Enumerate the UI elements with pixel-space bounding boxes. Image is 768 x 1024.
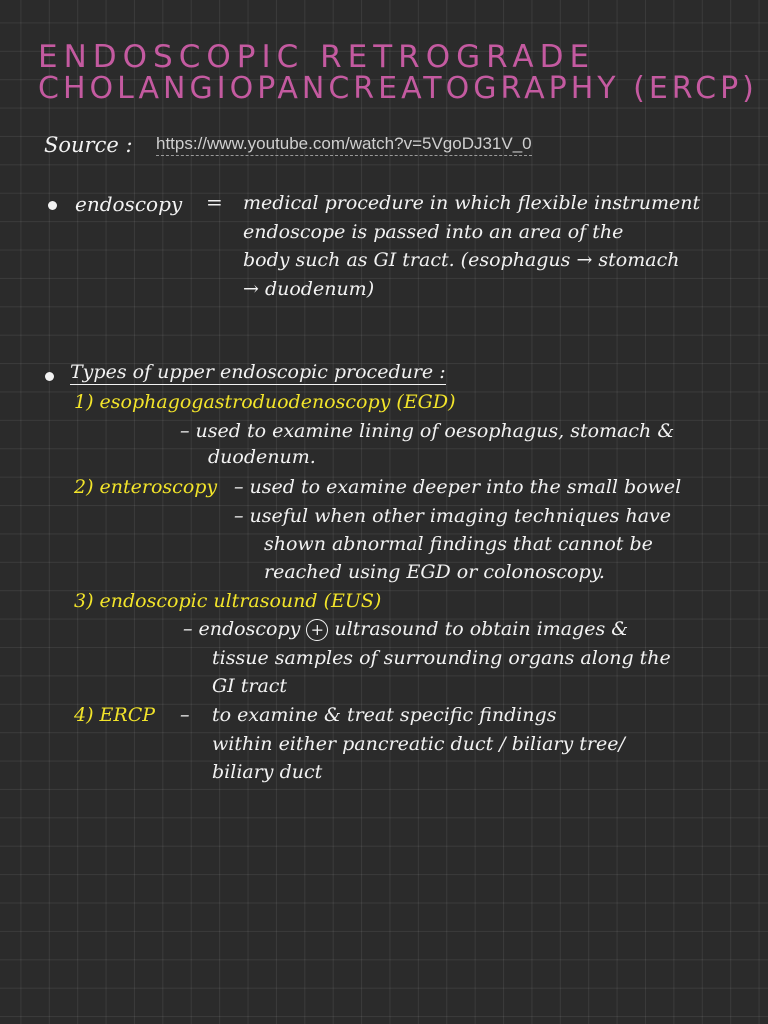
eus-line-1 <box>183 618 628 641</box>
ercp-line-3: biliary duct <box>212 761 323 783</box>
egd-line-1: – used to examine lining of oesophagus, stomach & <box>180 420 675 442</box>
enteroscopy-line-2: – useful when other imaging techniques have <box>234 505 671 527</box>
enteroscopy-line-3: shown abnormal findings that cannot be <box>264 533 653 555</box>
title-line-2: CHOLANGIOPANCREATOGRAPHY (ERCP) <box>38 71 758 106</box>
eus-line-3: GI tract <box>212 675 288 697</box>
endoscopy-def-line-2: endoscope is passed into an area of the <box>243 221 624 243</box>
eus-line-2: tissue samples of surrounding organs along the <box>212 647 671 669</box>
source-link[interactable]: https://www.youtube.com/watch?v=5VgoDJ31V_0 <box>156 134 532 156</box>
eus-line-1-part-a: – endoscopy <box>183 618 301 640</box>
types-heading: Types of upper endoscopic procedure : <box>70 361 446 383</box>
egd-label: 1) esophagogastroduodenoscopy (EGD) <box>74 391 456 413</box>
equals-sign: = <box>206 190 223 214</box>
eus-label: 3) endoscopic ultrasound (EUS) <box>74 590 382 612</box>
ercp-line-1: to examine & treat specific findings <box>212 704 557 726</box>
eus-line-1-part-b: ultrasound to obtain images & <box>334 618 629 640</box>
endoscopy-term: endoscopy <box>75 192 183 216</box>
title-line-1: ENDOSCOPIC RETROGRADE <box>38 39 596 75</box>
enteroscopy-label: 2) enteroscopy <box>74 476 218 498</box>
enteroscopy-line-4: reached using EGD or colonoscopy. <box>264 561 605 583</box>
endoscopy-def-line-4: → duodenum) <box>243 278 375 300</box>
bullet-endoscopy <box>48 201 57 210</box>
ercp-dash: – <box>180 704 190 726</box>
endoscopy-def-line-1: medical procedure in which flexible instrument <box>243 192 701 214</box>
ercp-line-2: within either pancreatic duct / biliary tree/ <box>212 733 625 755</box>
ercp-label: 4) ERCP <box>74 704 156 726</box>
source-label: Source : <box>44 133 133 157</box>
endoscopy-def-line-3: body such as GI tract. (esophagus → stomach <box>243 249 680 271</box>
plus-icon: + <box>306 619 328 641</box>
egd-line-2: duodenum. <box>208 446 316 468</box>
bullet-types <box>45 372 54 381</box>
enteroscopy-line-1: – used to examine deeper into the small bowel <box>234 476 682 498</box>
